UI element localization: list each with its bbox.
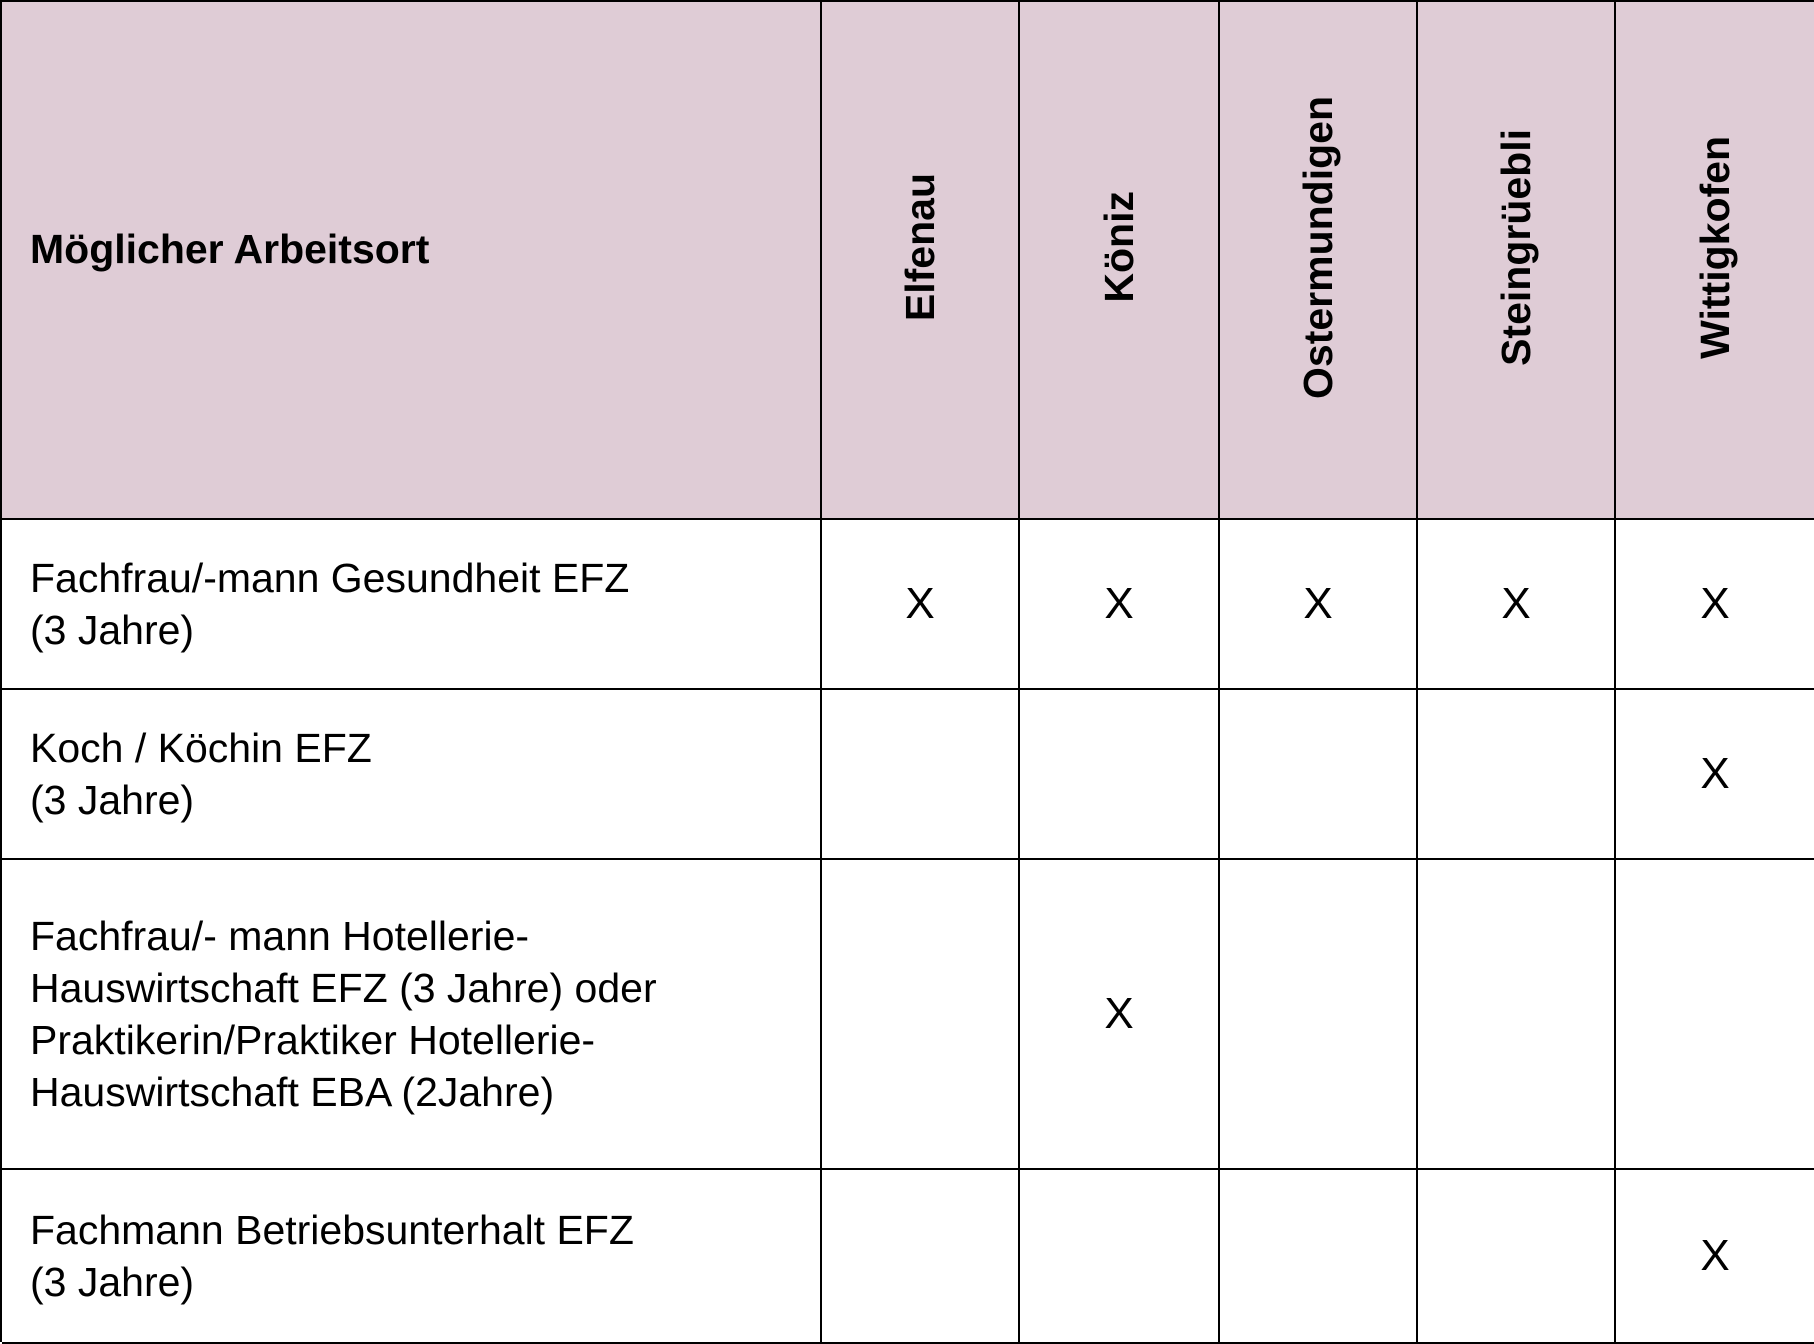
row-label-cell bbox=[2, 520, 822, 690]
column-header-label: Wittigkofen bbox=[1691, 135, 1738, 359]
table-cell bbox=[1020, 860, 1220, 1170]
row-label-cell bbox=[2, 860, 822, 1170]
corner-header-cell bbox=[2, 2, 822, 520]
availability-mark: X bbox=[1700, 1231, 1730, 1280]
row-label-cell bbox=[2, 690, 822, 860]
column-header-label: Steingrüebli bbox=[1492, 128, 1539, 366]
table-cell bbox=[1220, 520, 1418, 690]
table-cell bbox=[822, 860, 1020, 1170]
corner-header: Möglicher Arbeitsort bbox=[30, 225, 430, 272]
column-header-label: Köniz bbox=[1095, 191, 1142, 303]
availability-mark: X bbox=[1104, 989, 1134, 1038]
availability-mark: X bbox=[1104, 579, 1134, 628]
row-label-line: Praktikerin/Praktiker Hotellerie- bbox=[30, 1017, 596, 1063]
row-label-line: (3 Jahre) bbox=[30, 1259, 195, 1305]
column-header-label: Elfenau bbox=[896, 172, 943, 322]
table-cell bbox=[822, 690, 1020, 860]
table-cell bbox=[1616, 860, 1814, 1170]
availability-mark: X bbox=[1303, 579, 1333, 628]
row-label-line: Fachfrau/-mann Gesundheit EFZ bbox=[30, 555, 630, 601]
row-label-line: Koch / Köchin EFZ bbox=[30, 725, 372, 771]
column-header-wittigkofen bbox=[1616, 2, 1814, 520]
table-cell bbox=[1220, 690, 1418, 860]
table-cell bbox=[1020, 520, 1220, 690]
row-label-line: Hauswirtschaft EFZ (3 Jahre) oder bbox=[30, 965, 657, 1011]
table-cell bbox=[822, 520, 1020, 690]
availability-mark: X bbox=[1501, 579, 1531, 628]
column-header-koeniz bbox=[1020, 2, 1220, 520]
row-label-line: Hauswirtschaft EBA (2Jahre) bbox=[30, 1069, 555, 1115]
availability-mark: X bbox=[1700, 579, 1730, 628]
availability-mark: X bbox=[905, 579, 935, 628]
table-cell bbox=[1020, 690, 1220, 860]
table-cell bbox=[1616, 1170, 1814, 1344]
column-header-ostermundigen bbox=[1220, 2, 1418, 520]
column-header-label: Ostermundigen bbox=[1294, 95, 1341, 399]
availability-mark: X bbox=[1700, 749, 1730, 798]
table-cell bbox=[822, 1170, 1020, 1344]
table-cell bbox=[1220, 1170, 1418, 1344]
table-cell bbox=[1616, 690, 1814, 860]
row-label-line: Fachmann Betriebsunterhalt EFZ bbox=[30, 1207, 634, 1253]
table-cell bbox=[1418, 520, 1616, 690]
table-cell bbox=[1418, 690, 1616, 860]
table-cell bbox=[1220, 860, 1418, 1170]
table-cell bbox=[1418, 860, 1616, 1170]
column-header-steingrueebli bbox=[1418, 2, 1616, 520]
row-label-line: Fachfrau/- mann Hotellerie- bbox=[30, 913, 530, 959]
row-label-line: (3 Jahre) bbox=[30, 777, 195, 823]
row-label-cell bbox=[2, 1170, 822, 1344]
column-header-elfenau bbox=[822, 2, 1020, 520]
row-label-line: (3 Jahre) bbox=[30, 607, 195, 653]
table-cell bbox=[1020, 1170, 1220, 1344]
table-cell bbox=[1418, 1170, 1616, 1344]
table-cell bbox=[1616, 520, 1814, 690]
